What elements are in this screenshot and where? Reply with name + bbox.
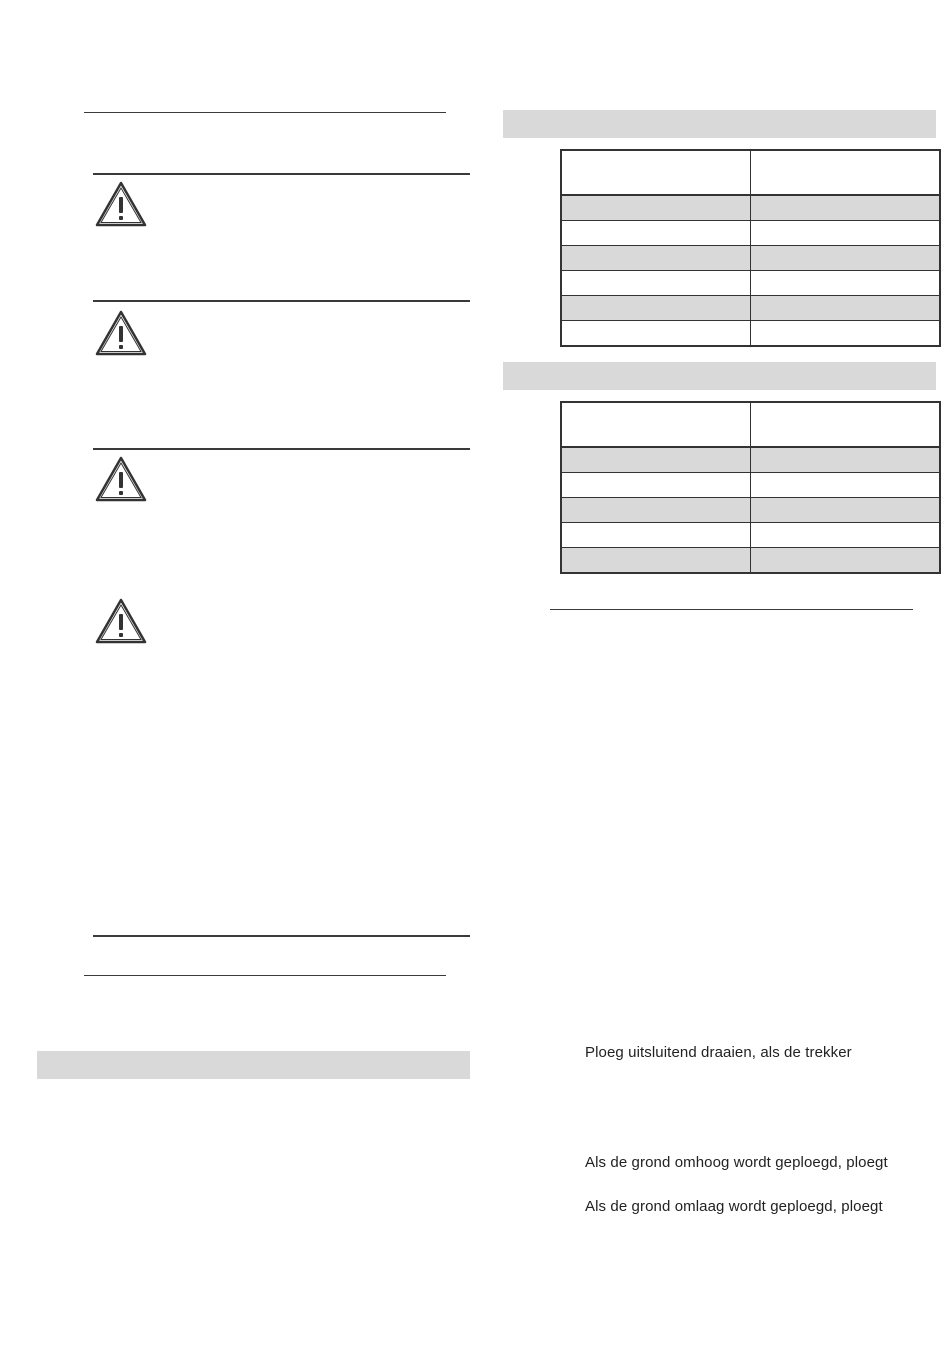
warning-triangle-icon — [95, 456, 147, 502]
section-header-bar-left — [37, 1051, 470, 1079]
table-row — [561, 296, 940, 321]
instruction-text-turn-plough: Ploeg uitsluitend draaien, als de trekker — [585, 1044, 852, 1061]
warning-triangle-icon — [95, 181, 147, 227]
table-row — [561, 548, 940, 574]
section-rule-top-left — [84, 112, 446, 113]
table-row — [561, 447, 940, 473]
table-header-row — [561, 402, 940, 447]
section-header-bar-right-1 — [503, 110, 936, 138]
warning-rule-2 — [93, 300, 470, 302]
section-rule-right — [550, 609, 913, 610]
table-header-row — [561, 150, 940, 195]
table-row — [561, 221, 940, 246]
section-rule-bottom-left — [84, 975, 446, 976]
spec-table-2 — [560, 401, 941, 574]
table-row — [561, 498, 940, 523]
warning-rule-3 — [93, 448, 470, 450]
table-row — [561, 246, 940, 271]
table-row — [561, 321, 940, 347]
spec-table-1 — [560, 149, 941, 347]
warning-triangle-icon — [95, 310, 147, 356]
warning-rule-1 — [93, 173, 470, 175]
warning-rule-end — [93, 935, 470, 937]
table-row — [561, 473, 940, 498]
section-header-bar-right-2 — [503, 362, 936, 390]
table-row — [561, 271, 940, 296]
instruction-text-uphill: Als de grond omhoog wordt geploegd, ploegt — [585, 1154, 888, 1171]
table-row — [561, 195, 940, 221]
table-row — [561, 523, 940, 548]
instruction-text-downhill: Als de grond omlaag wordt geploegd, ploegt — [585, 1198, 883, 1215]
warning-triangle-icon — [95, 598, 147, 644]
